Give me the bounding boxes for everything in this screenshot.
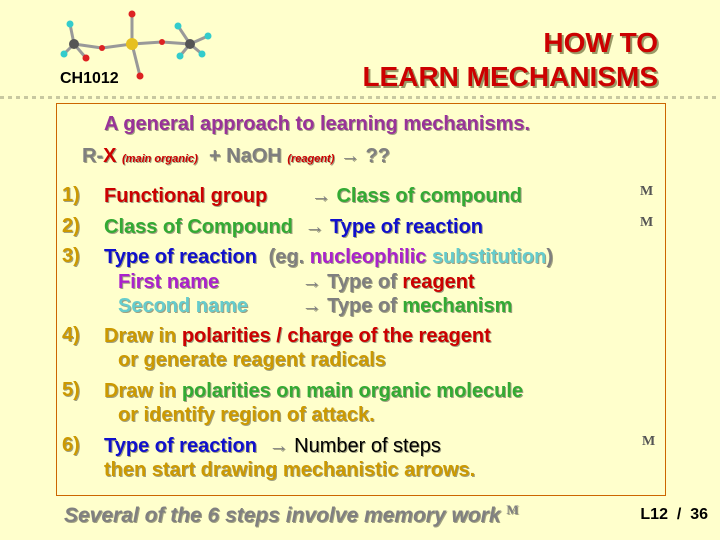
step-3-a: Type of reaction [104,246,257,268]
header-divider [0,96,720,99]
step-4-number: 4) [62,324,80,346]
step-3-number: 3) [62,245,80,267]
step-1-memory-mark: M [640,184,654,199]
footer-text: Several of the 6 steps involve memory work [64,504,501,527]
step-2-memory-mark: M [640,215,654,230]
step-3-first-arrow: → [301,271,322,293]
title-line-1: HOW TO [543,27,658,58]
step-3-first [118,270,475,294]
eq-x: X [103,145,117,167]
eq-reagent: (reagent) [287,153,335,165]
step-6-memory-mark: M [642,434,656,449]
step-3-second-arrow: → [301,295,322,317]
step-5-line-2: or identify region of attack. [118,404,375,426]
footer-memory-mark: M [506,502,519,517]
course-code: CH1012 [60,70,119,87]
step-1 [104,184,522,208]
step-6-a: Type of reaction [104,435,257,457]
step-5-number: 5) [62,379,80,401]
step-6-number: 6) [62,434,80,456]
reaction-equation [82,145,390,168]
eq-main-organic: (main organic) [122,153,198,165]
slide-title [362,26,658,94]
step-3-nucleophilic: nucleophilic [309,246,427,268]
step-6 [104,434,441,458]
step-3-second-name: Second name [118,295,249,317]
step-2 [104,215,483,239]
eq-result: ?? [365,145,390,167]
step-3-mechanism: mechanism [402,295,513,317]
step-2-a: Class of Compound [104,216,293,238]
step-6-b: Number of steps [294,435,441,457]
step-6-line-2: then start drawing mechanistic arrows. [104,459,476,481]
eq-arrow: → [339,145,360,167]
eq-naoh: + NaOH [208,145,282,167]
step-1-arrow: → [310,185,331,207]
footer-note [64,502,519,528]
step-4-polarities: polarities / charge of the reagent [181,325,491,347]
step-3 [104,245,553,269]
step-3-reagent: reagent [402,271,475,293]
step-2-b: Type of reaction [330,216,484,238]
step-6-arrow: → [268,435,289,457]
eq-r: R- [82,145,104,167]
step-3-type-of: Type of [327,271,397,293]
step-4-line-2: or generate reagent radicals [118,349,386,371]
subtitle: A general approach to learning mechanisms. [104,113,531,135]
step-5-polarities: polarities on main organic molecule [181,380,524,402]
step-5-draw-in: Draw in [104,380,177,402]
step-5 [104,379,523,403]
step-1-a: Functional group [104,185,268,207]
step-1-number: 1) [62,184,80,206]
title-line-2: LEARN MECHANISMS [362,61,658,92]
step-3-eg: (eg. [268,246,305,268]
step-3-substitution: substitution [431,246,547,268]
page-number [640,506,708,524]
step-3-first-name: First name [118,271,220,293]
page-separator: / [676,506,682,523]
step-1-b: Class of compound [336,185,523,207]
step-2-arrow: → [304,216,325,238]
step-3-eg-close: ) [546,246,554,268]
step-4-draw-in: Draw in [104,325,177,347]
step-2-number: 2) [62,215,80,237]
step-3-second [118,294,512,318]
step-4 [104,324,491,348]
lecture-label: L12 [640,506,668,523]
step-3-type-of-2: Type of [327,295,397,317]
slide-number: 36 [690,506,708,523]
